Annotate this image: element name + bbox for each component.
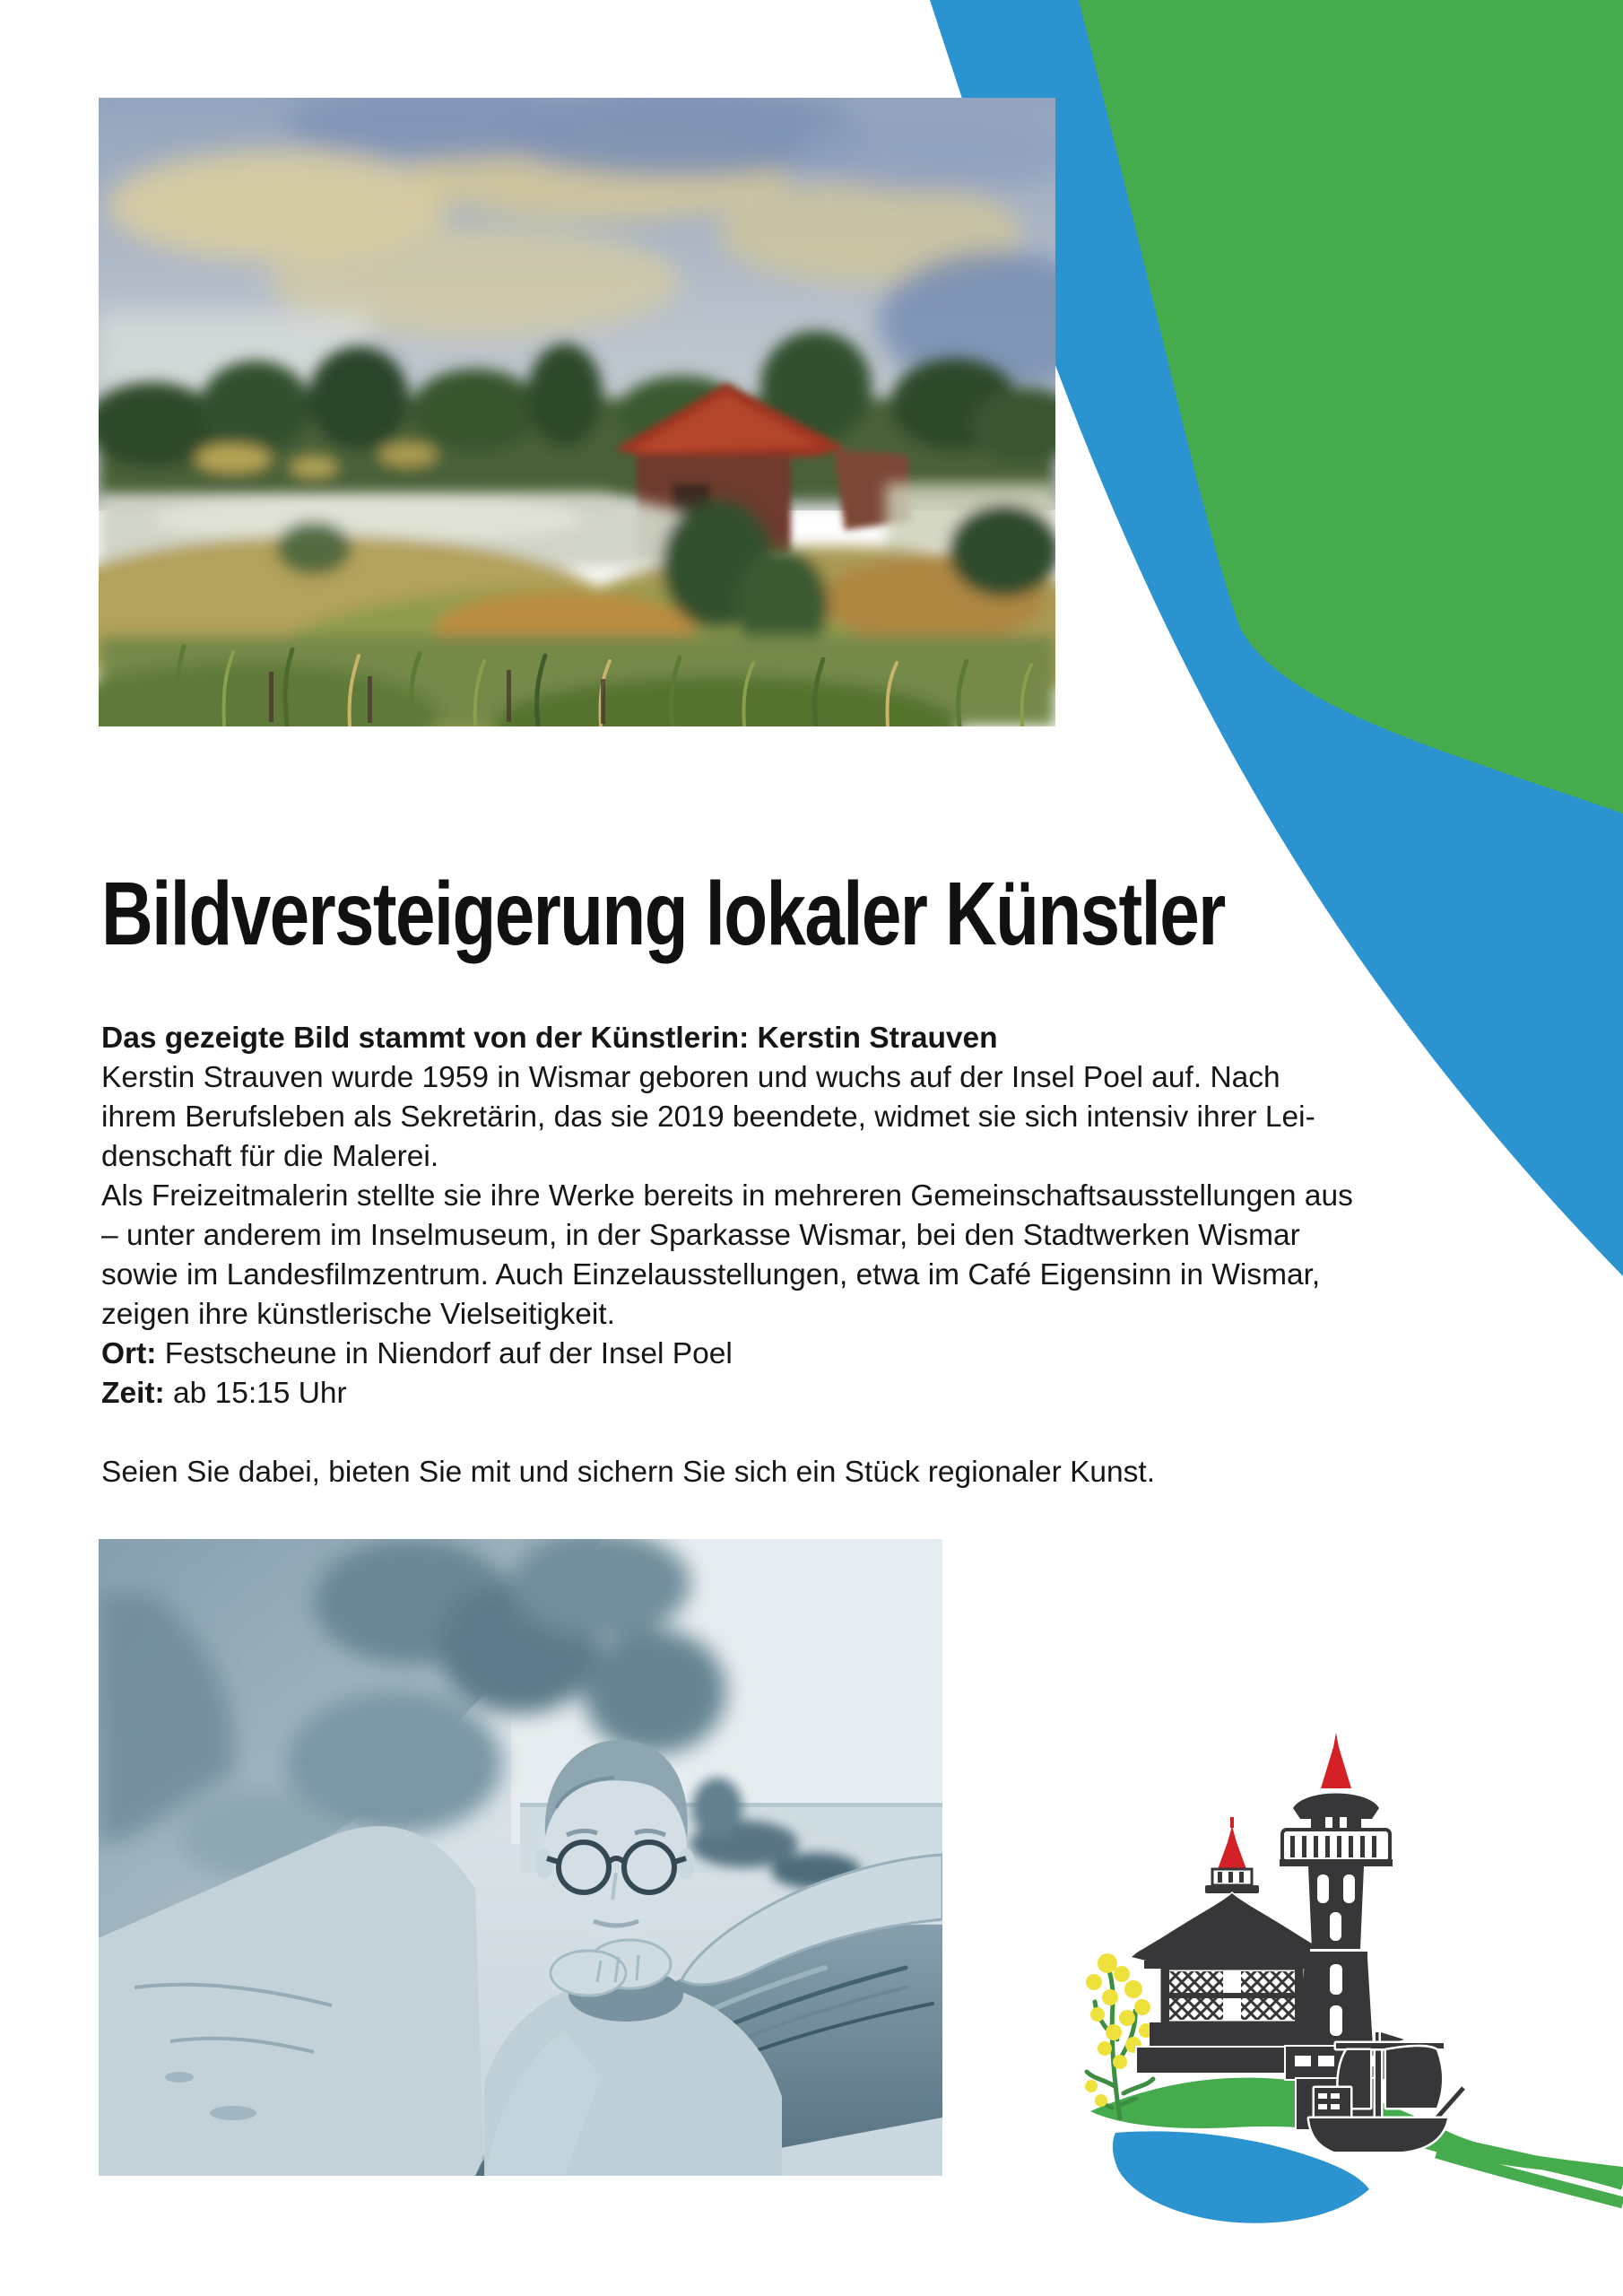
body-line: sowie im Landesfilmzentrum. Auch Einzelausstellungen, etwa im Café Eigensinn in Wismar, [101,1258,1321,1292]
body-line: Kerstin Strauven wurde 1959 in Wismar geboren und wuchs auf der Insel Poel auf. Nach [101,1061,1280,1094]
body-line: denschaft für die Malerei. [101,1140,439,1173]
body-line: Seien Sie dabei, bieten Sie mit und sichern Sie sich ein Stück regionaler Kunst. [101,1456,1156,1489]
body-line: ihrem Berufsleben als Sekretärin, das sie 2019 beendete, widmet sie sich intensiv ihrer Lei- [101,1100,1315,1134]
body-line [101,1413,1500,1453]
page-title: Bildversteigerung lokaler Künstler [101,864,1225,964]
body-line: – unter anderem im Inselmuseum, in der Sparkasse Wismar, bei den Stadtwerken Wismar [101,1219,1300,1252]
body-line: Ort: Festscheune in Niendorf auf der Insel Poel [101,1337,733,1370]
watercolor-landscape-painting [99,98,1055,726]
artist-portrait-photo [99,1539,942,2176]
body-line: Das gezeigte Bild stammt von der Künstlerin: Kerstin Strauven [101,1022,998,1055]
body-line: Zeit: ab 15:15 Uhr [101,1377,347,1410]
body-line: zeigen ihre künstlerische Vielseitigkeit. [101,1298,615,1331]
body-line: Als Freizeitmalerin stellte sie ihre Werke bereits in mehreren Gemeinschaftsausstellungen aus [101,1179,1353,1213]
body-text [101,1019,1500,1492]
insel-poel-logo [1031,1731,1623,2296]
